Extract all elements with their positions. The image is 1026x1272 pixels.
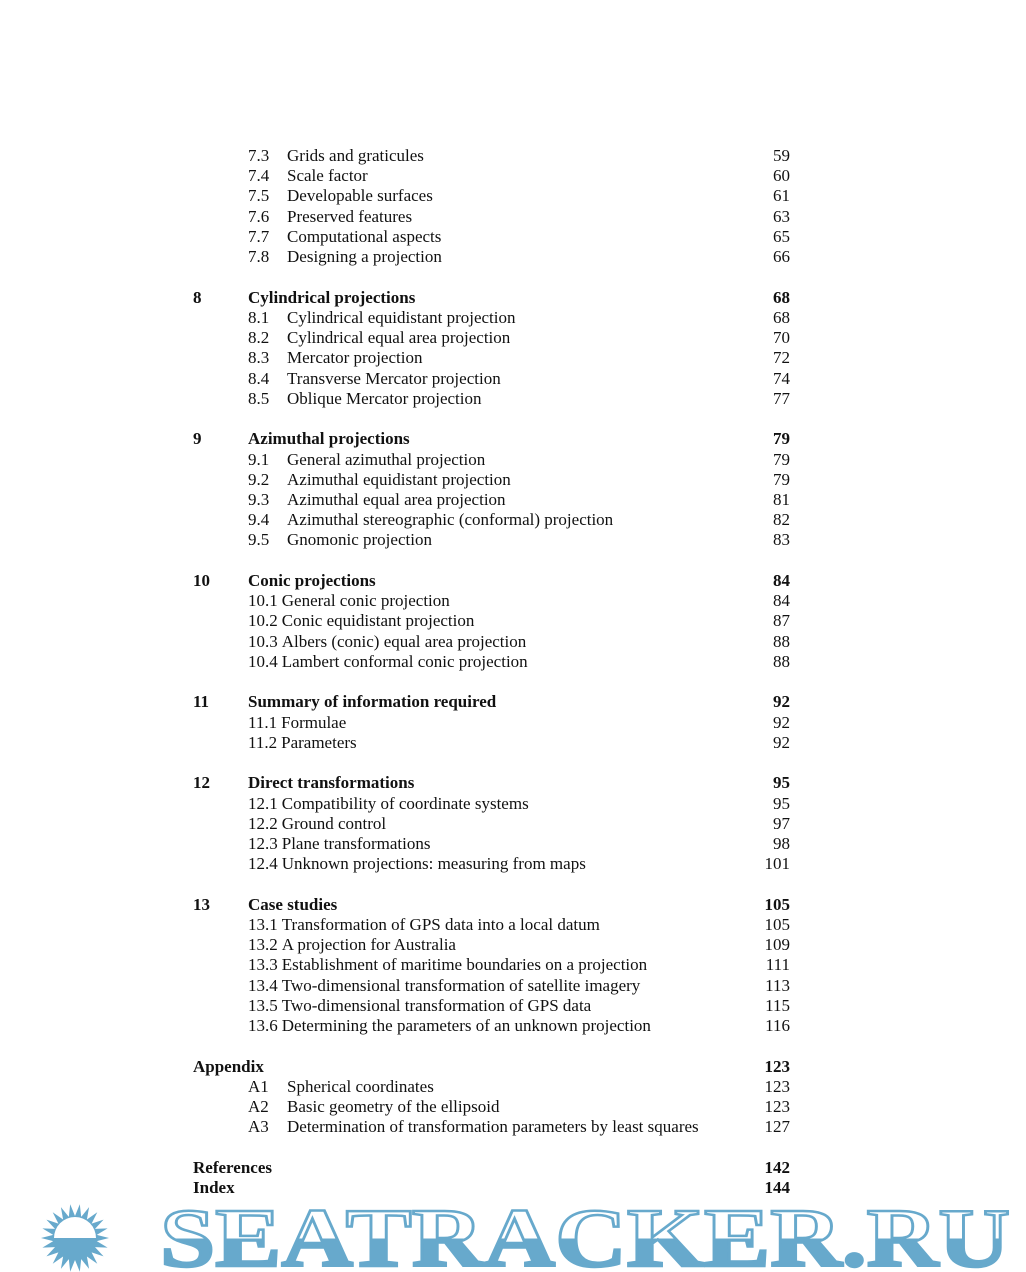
section-title: Transformation of GPS data into a local datum (281, 914, 600, 934)
section-number: 7.4 (248, 166, 270, 186)
chapter-number (193, 227, 248, 247)
page-number: 88 (773, 631, 790, 651)
section-number: A2 (248, 1097, 269, 1117)
toc-subsection (193, 308, 790, 328)
page-number: 144 (764, 1177, 790, 1197)
section-number: 8.2 (248, 328, 270, 348)
chapter-title: Azimuthal projections (248, 429, 410, 449)
chapter-number (193, 490, 248, 510)
section-title: Grids and graticules (287, 146, 424, 165)
page-number: 105 (764, 894, 790, 914)
toc-subsection (193, 1077, 790, 1097)
spacer (193, 1137, 790, 1157)
section-title: Azimuthal stereographic (conformal) projection (287, 510, 614, 530)
toc-subsection (193, 247, 790, 267)
chapter-number (193, 389, 248, 409)
page-number: 87 (773, 611, 790, 631)
spacer (193, 672, 790, 692)
toc-chapter (193, 895, 790, 915)
page-number: 77 (773, 388, 790, 408)
section-number: 7.8 (248, 247, 270, 267)
toc-subsection (193, 794, 790, 814)
page-number: 72 (773, 348, 790, 368)
spacer (193, 409, 790, 429)
section-number: 7.7 (248, 226, 270, 246)
section-number: 9.2 (248, 469, 270, 489)
spacer (193, 874, 790, 894)
section-number: 8.4 (248, 368, 270, 388)
chapter-title: Case studies (248, 894, 338, 914)
page-number: 66 (773, 247, 790, 267)
section-title: Azimuthal equal area projection (287, 489, 506, 509)
chapter-number: 11 (193, 692, 210, 712)
page-number: 98 (773, 833, 790, 853)
chapter-number (193, 591, 248, 611)
toc-subsection (193, 348, 790, 368)
page-number: 65 (773, 226, 790, 246)
toc-subsection (193, 328, 790, 348)
page-number: 111 (765, 955, 790, 975)
toc-subsection (193, 996, 790, 1016)
toc-subsection (193, 389, 790, 409)
section-title: Cylindrical equal area projection (287, 328, 511, 348)
page-number: 79 (773, 429, 790, 449)
toc-chapter (193, 571, 790, 591)
section-title: Determining the parameters of an unknown projection (281, 1016, 651, 1036)
toc-subsection (193, 510, 790, 530)
section-number: 13.3 (248, 955, 278, 975)
page-number: 97 (773, 813, 790, 833)
page-number: 60 (773, 166, 790, 186)
section-number: A3 (248, 1117, 269, 1137)
section-title: Azimuthal equidistant projection (287, 469, 511, 489)
section-number: 10.3 (248, 631, 278, 651)
chapter-number (193, 1016, 248, 1036)
toc-chapter (193, 1057, 790, 1077)
section-number: 7.6 (248, 206, 270, 226)
section-title: Gnomonic projection (287, 530, 432, 550)
toc-subsection (193, 834, 790, 854)
page-number: 61 (773, 186, 790, 206)
page-number: 82 (773, 510, 790, 530)
chapter-number (193, 1097, 248, 1117)
chapter-number (193, 308, 248, 328)
section-number: 10.2 (248, 611, 278, 631)
page-number: 115 (765, 995, 790, 1015)
section-number: 12.4 (248, 854, 278, 874)
chapter-title: Conic projections (248, 570, 376, 590)
toc-chapter (193, 773, 790, 793)
chapter-number (193, 915, 248, 935)
page-number: 81 (773, 489, 790, 509)
section-number: 13.2 (248, 935, 278, 955)
toc-chapter (193, 429, 790, 449)
chapter-title: References (193, 1157, 272, 1177)
section-title: Mercator projection (287, 348, 423, 368)
section-number: 10.1 (248, 591, 278, 611)
chapter-number (193, 632, 248, 652)
toc-subsection (193, 591, 790, 611)
page-number: 79 (773, 469, 790, 489)
chapter-number (193, 470, 248, 490)
chapter-number (193, 328, 248, 348)
section-title: Designing a projection (287, 247, 442, 267)
toc-chapter (193, 1158, 790, 1178)
chapter-number (193, 733, 248, 753)
page-number: 109 (764, 935, 790, 955)
section-number: 10.4 (248, 651, 278, 671)
chapter-number (193, 530, 248, 550)
page-number: 95 (773, 773, 790, 793)
page-number: 116 (765, 1016, 790, 1036)
chapter-number (193, 510, 248, 530)
page-number: 84 (773, 570, 790, 590)
toc-subsection (193, 733, 790, 753)
page-number: 101 (764, 854, 790, 874)
section-title: Determination of transformation parameters by least squares (287, 1117, 699, 1137)
chapter-number (193, 1117, 248, 1137)
section-title: Formulae (281, 712, 347, 732)
page-number: 123 (764, 1076, 790, 1096)
chapter-number (193, 450, 248, 470)
toc-chapter (193, 1178, 790, 1198)
toc-subsection (193, 186, 790, 206)
chapter-number (193, 186, 248, 206)
chapter-number (193, 996, 248, 1016)
section-title: Parameters (281, 732, 357, 752)
section-number: 8.5 (248, 388, 270, 408)
toc-subsection (193, 1117, 790, 1137)
section-number: 13.6 (248, 1016, 278, 1036)
page-number: 92 (773, 692, 790, 712)
chapter-number (193, 247, 248, 267)
section-number: 7.3 (248, 146, 270, 165)
toc-subsection (193, 611, 790, 631)
section-number: A1 (248, 1076, 269, 1096)
page-number: 68 (773, 287, 790, 307)
section-title: Developable surfaces (287, 186, 433, 206)
spacer (193, 753, 790, 773)
chapter-number (193, 652, 248, 672)
toc-subsection (193, 632, 790, 652)
chapter-number (193, 348, 248, 368)
toc-subsection (193, 854, 790, 874)
toc-subsection (193, 490, 790, 510)
toc-subsection (193, 1016, 790, 1036)
toc-subsection (193, 166, 790, 186)
toc-chapter (193, 288, 790, 308)
section-title: Spherical coordinates (287, 1076, 434, 1096)
section-number: 8.3 (248, 348, 270, 368)
section-title: Scale factor (287, 166, 368, 186)
chapter-number: 9 (193, 429, 202, 449)
page-number: 127 (764, 1117, 790, 1137)
page-number: 74 (773, 368, 790, 388)
section-number: 13.5 (248, 995, 278, 1015)
section-title: Two-dimensional transformation of GPS data (281, 995, 592, 1015)
page-number: 123 (764, 1056, 790, 1076)
chapter-number (193, 611, 248, 631)
page-number: 113 (765, 975, 790, 995)
section-title: Unknown projections: measuring from maps (281, 854, 586, 874)
section-title: Plane transformations (281, 833, 431, 853)
section-title: Transverse Mercator projection (287, 368, 501, 388)
toc-subsection (193, 530, 790, 550)
chapter-number (193, 935, 248, 955)
toc-subsection (193, 976, 790, 996)
section-number: 11.2 (248, 732, 278, 752)
chapter-number (193, 207, 248, 227)
section-title: Preserved features (287, 206, 413, 226)
toc-subsection (193, 935, 790, 955)
section-number: 8.1 (248, 307, 270, 327)
page-number: 92 (773, 712, 790, 732)
watermark (0, 1203, 1026, 1272)
section-title: Computational aspects (287, 226, 442, 246)
table-of-contents (193, 146, 790, 1198)
page-number: 84 (773, 591, 790, 611)
page-number: 95 (773, 793, 790, 813)
page-number: 105 (764, 914, 790, 934)
spacer (193, 1036, 790, 1056)
section-title: Compatibility of coordinate systems (281, 793, 529, 813)
toc-subsection (193, 207, 790, 227)
chapter-title: Appendix (193, 1056, 264, 1076)
section-title: General azimuthal projection (287, 449, 486, 469)
chapter-number (193, 814, 248, 834)
chapter-number: 12 (193, 773, 210, 793)
page-number: 92 (773, 732, 790, 752)
section-title: Cylindrical equidistant projection (287, 307, 516, 327)
page-number: 79 (773, 449, 790, 469)
section-title: Lambert conformal conic projection (281, 651, 528, 671)
section-number: 11.1 (248, 712, 278, 732)
watermark-text: SEATRACKER.RU (160, 1203, 1010, 1272)
chapter-number (193, 794, 248, 814)
sun-logo-icon (41, 1204, 109, 1271)
chapter-number: 8 (193, 287, 202, 307)
toc-subsection (193, 146, 790, 166)
chapter-number (193, 834, 248, 854)
chapter-number (193, 1077, 248, 1097)
toc-subsection (193, 450, 790, 470)
section-title: Basic geometry of the ellipsoid (287, 1097, 500, 1117)
chapter-number: 10 (193, 570, 210, 590)
toc-subsection (193, 227, 790, 247)
spacer (193, 551, 790, 571)
toc-subsection (193, 713, 790, 733)
page-number: 123 (764, 1097, 790, 1117)
page-number: 142 (764, 1157, 790, 1177)
section-number: 12.2 (248, 813, 278, 833)
chapter-title: Index (193, 1177, 235, 1197)
section-title: A projection for Australia (281, 935, 456, 955)
chapter-number: 13 (193, 894, 210, 914)
section-number: 9.1 (248, 449, 270, 469)
toc-subsection (193, 369, 790, 389)
chapter-number (193, 713, 248, 733)
chapter-title: Cylindrical projections (248, 287, 416, 307)
toc-subsection (193, 955, 790, 975)
toc-subsection (193, 652, 790, 672)
toc-chapter (193, 692, 790, 712)
page-number: 83 (773, 530, 790, 550)
section-number: 9.4 (248, 510, 270, 530)
chapter-title: Summary of information required (248, 692, 497, 712)
page-number: 59 (773, 146, 790, 165)
page-number: 88 (773, 651, 790, 671)
section-title: Conic equidistant projection (281, 611, 475, 631)
toc-subsection (193, 1097, 790, 1117)
section-title: Oblique Mercator projection (287, 388, 482, 408)
section-title: Albers (conic) equal area projection (281, 631, 527, 651)
section-number: 13.1 (248, 914, 278, 934)
toc-subsection (193, 915, 790, 935)
section-number: 13.4 (248, 975, 278, 995)
chapter-number (193, 976, 248, 996)
section-number: 7.5 (248, 186, 270, 206)
section-number: 9.5 (248, 530, 270, 550)
toc-subsection (193, 470, 790, 490)
section-title: Two-dimensional transformation of satellite imagery (281, 975, 641, 995)
section-number: 12.1 (248, 793, 278, 813)
chapter-title: Direct transformations (248, 773, 415, 793)
toc-subsection (193, 814, 790, 834)
chapter-number (193, 854, 248, 874)
chapter-number (193, 166, 248, 186)
section-title: Establishment of maritime boundaries on a projection (281, 955, 648, 975)
chapter-number (193, 955, 248, 975)
page-number: 63 (773, 206, 790, 226)
section-number: 12.3 (248, 833, 278, 853)
section-title: General conic projection (281, 591, 450, 611)
spacer (193, 267, 790, 287)
page-number: 68 (773, 307, 790, 327)
section-title: Ground control (281, 813, 387, 833)
chapter-number (193, 146, 248, 166)
chapter-number (193, 369, 248, 389)
section-number: 9.3 (248, 489, 270, 509)
page-number: 70 (773, 328, 790, 348)
